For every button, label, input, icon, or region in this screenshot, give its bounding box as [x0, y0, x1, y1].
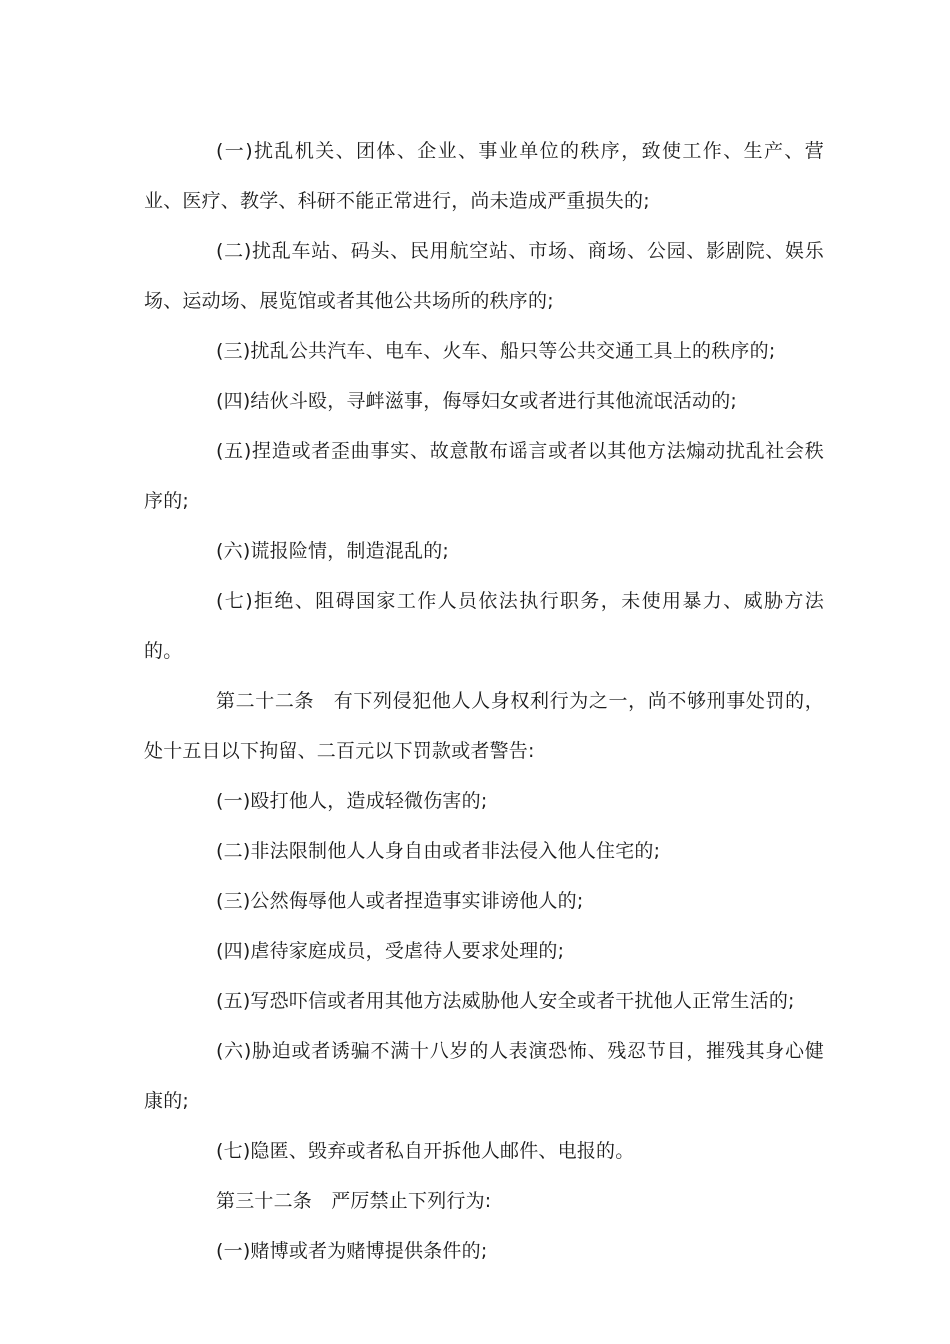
- paragraph-7: (七)拒绝、阻碍国家工作人员依法执行职务，未使用暴力、威胁方法的。: [144, 590, 824, 662]
- paragraph-6: (六)谎报险情，制造混乱的;: [216, 540, 450, 562]
- document-body: [144, 126, 824, 1276]
- paragraph-13: (五)写恐吓信或者用其他方法威胁他人安全或者干扰他人正常生活的;: [216, 990, 795, 1012]
- paragraph-3: (三)扰乱公共汽车、电车、火车、船只等公共交通工具上的秩序的;: [216, 340, 776, 362]
- paragraph-10: (二)非法限制他人人身自由或者非法侵入他人住宅的;: [216, 840, 661, 862]
- paragraph-15: (七)隐匿、毁弃或者私自开拆他人邮件、电报的。: [216, 1140, 635, 1162]
- paragraph-2: (二)扰乱车站、码头、民用航空站、市场、商场、公园、影剧院、娱乐场、运动场、展览馆或者其他公共场所的秩序的;: [144, 240, 824, 312]
- paragraph-12: (四)虐待家庭成员，受虐待人要求处理的;: [216, 940, 565, 962]
- paragraph-4: (四)结伙斗殴，寻衅滋事，侮辱妇女或者进行其他流氓活动的;: [216, 390, 738, 412]
- paragraph-5: (五)捏造或者歪曲事实、故意散布谣言或者以其他方法煽动扰乱社会秩序的;: [144, 440, 824, 512]
- paragraph-17: (一)赌博或者为赌博提供条件的;: [216, 1240, 488, 1262]
- article-32-heading: 第三十二条 严厉禁止下列行为:: [216, 1190, 492, 1212]
- paragraph-1: (一)扰乱机关、团体、企业、事业单位的秩序，致使工作、生产、营业、医疗、教学、科研不能正常进行，尚未造成严重损失的;: [144, 140, 824, 212]
- paragraph-9: (一)殴打他人，造成轻微伤害的;: [216, 790, 488, 812]
- paragraph-14: (六)胁迫或者诱骗不满十八岁的人表演恐怖、残忍节目，摧残其身心健康的;: [144, 1040, 824, 1112]
- paragraph-11: (三)公然侮辱他人或者捏造事实诽谤他人的;: [216, 890, 584, 912]
- article-22-heading: 第二十二条 有下列侵犯他人人身权利行为之一，尚不够刑事处罚的，处十五日以下拘留、二百元以下罚款或者警告:: [144, 690, 824, 762]
